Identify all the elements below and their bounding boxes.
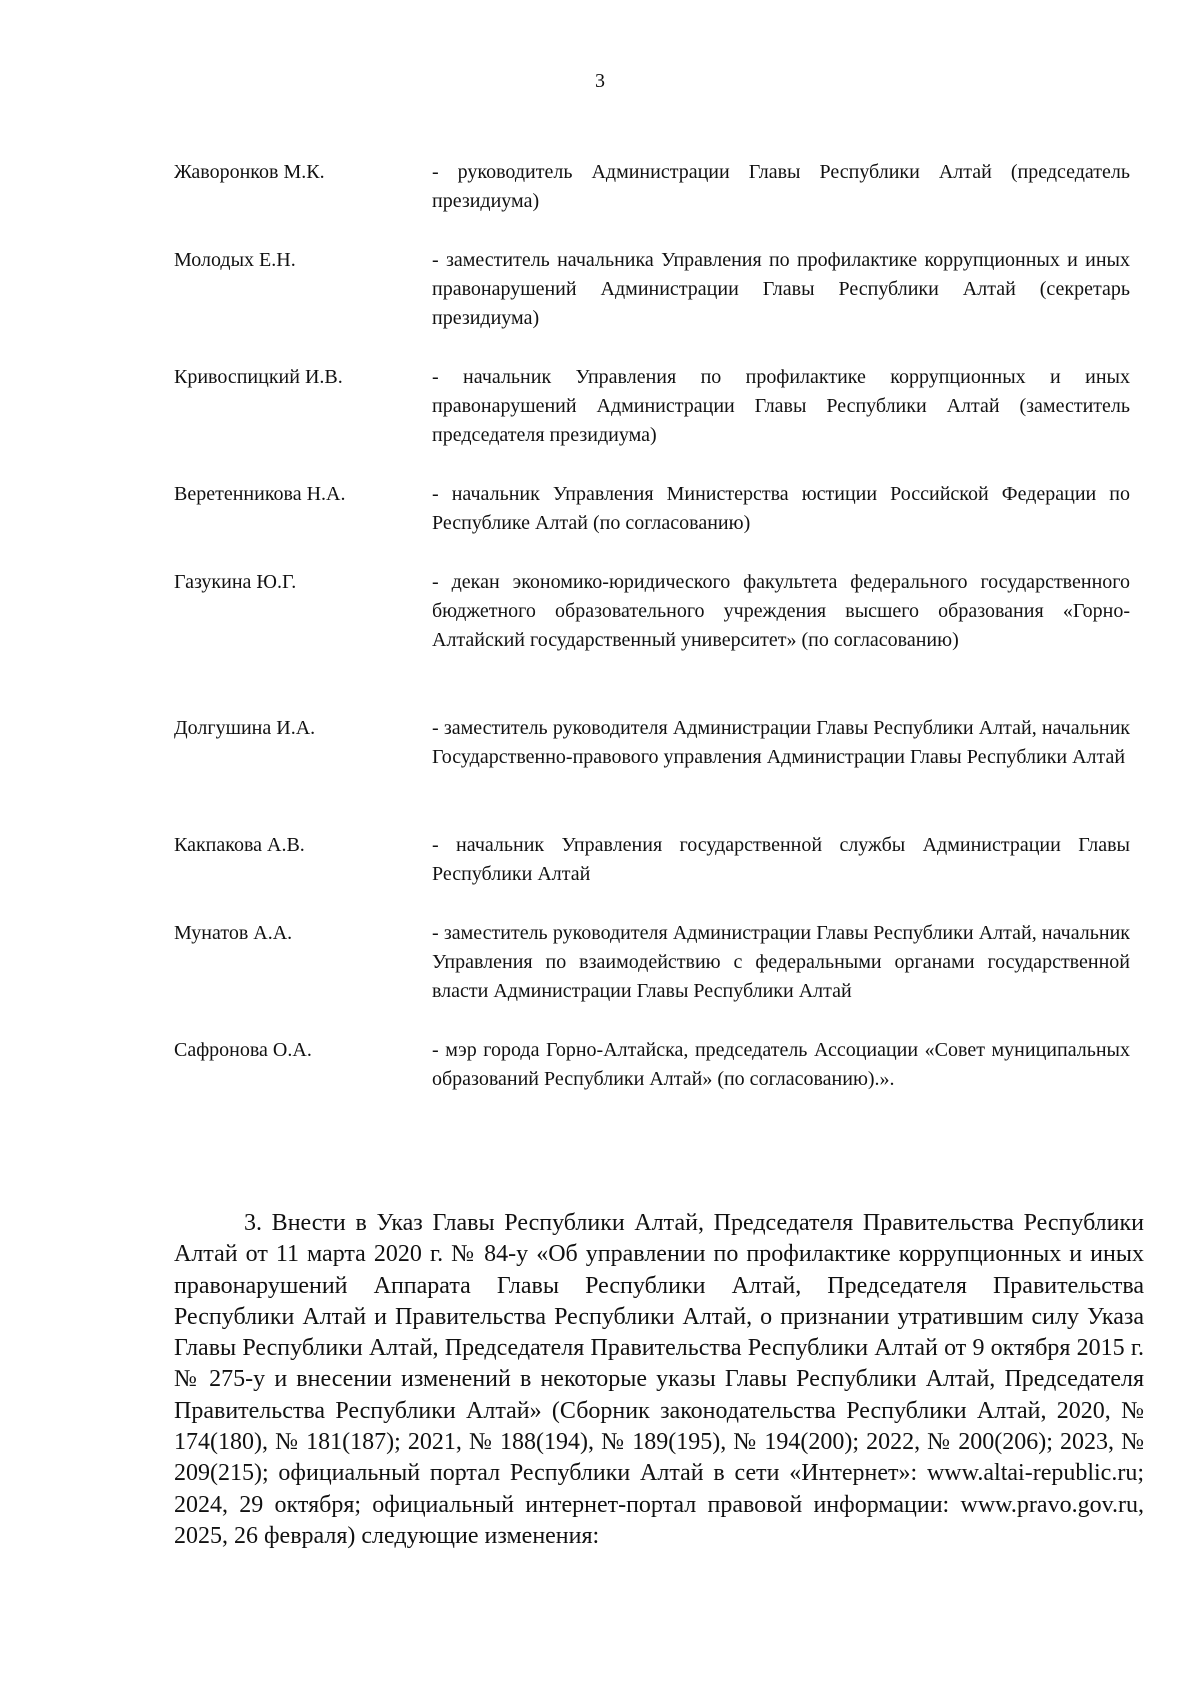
member-name: Кривоспицкий И.В. [174, 366, 343, 388]
member-role: - заместитель руководителя Администрации Главы Республики Алтай, начальник Государственно-правового управления Администрации Главы Республики Алтай [432, 717, 1130, 768]
member-row [174, 158, 1130, 216]
member-name: Долгушина И.А. [174, 717, 316, 739]
member-role: - мэр города Горно-Алтайска, председатель Ассоциации «Совет муниципальных образований Республики Алтай» (по согласованию).». [432, 1039, 1130, 1090]
member-role: - руководитель Администрации Главы Республики Алтай (председатель президиума) [432, 161, 1130, 212]
member-role: - заместитель начальника Управления по профилактике коррупционных и иных правонарушений Администрации Главы Республики Алтай (секретарь президиума) [432, 249, 1130, 329]
paragraph-3: 3. Внести в Указ Главы Республики Алтай, Председателя Правительства Республики Алтай от 11 марта 2020 г. № 84-у «Об управлении по профилактике коррупционных и иных правонарушений Аппарата Главы Республики Алтай, Председателя Правительства Республики Алтай и Правительства Республики Алтай, о признании утратившим силу Указа Главы Республики Алтай, Председателя Правительства Республики Алтай от 9 октября 2015 г. № 275-у и внесении изменений в некоторые указы Главы Республики Алтай, Председателя Правительства Республики Алтай» (Сборник законодательства Республики Алтай, 2020, № 174(180), № 181(187); 2021, № 188(194), № 189(195), № 194(200); 2022, № 200(206); 2023, № 209(215); официальный портал Республики Алтай в сети «Интернет»: www.altai-republic.ru; 2024, 29 октября; официальный интернет-портал правовой информации: www.pravo.gov.ru, 2025, 26 февраля) следующие изменения: [174, 1210, 1144, 1549]
page-number: 3 [595, 70, 605, 92]
member-row [174, 480, 1130, 538]
member-row [174, 831, 1130, 889]
member-role: - начальник Управления Министерства юстиции Российской Федерации по Республике Алтай (по согласованию) [432, 483, 1130, 534]
member-row [174, 1036, 1130, 1094]
member-row [174, 246, 1130, 333]
member-name: Какпакова А.В. [174, 834, 305, 856]
member-name: Мунатов А.А. [174, 922, 293, 944]
member-row [174, 568, 1130, 684]
presidium-members-list [174, 158, 1130, 1094]
member-name: Газукина Ю.Г. [174, 571, 297, 593]
member-role: - начальник Управления по профилактике коррупционных и иных правонарушений Администрации Главы Республики Алтай (заместитель председателя президиума) [432, 366, 1130, 446]
member-row [174, 919, 1130, 1006]
member-name: Молодых Е.Н. [174, 249, 296, 271]
member-role: - декан экономико-юридического факультета федерального государственного бюджетного образовательного учреждения высшего образования «Горно-Алтайский государственный университет» (по согласованию) [432, 571, 1130, 651]
member-name: Жаворонков М.К. [174, 161, 325, 183]
member-role: - заместитель руководителя Администрации Главы Республики Алтай, начальник Управления по взаимодействию с федеральными органами государственной власти Администрации Главы Республики Алтай [432, 922, 1130, 1002]
member-role: - начальник Управления государственной службы Администрации Главы Республики Алтай [432, 834, 1130, 885]
member-row [174, 363, 1130, 450]
member-name: Веретенникова Н.А. [174, 483, 346, 505]
member-name: Сафронова О.А. [174, 1039, 312, 1061]
member-row [174, 714, 1130, 801]
